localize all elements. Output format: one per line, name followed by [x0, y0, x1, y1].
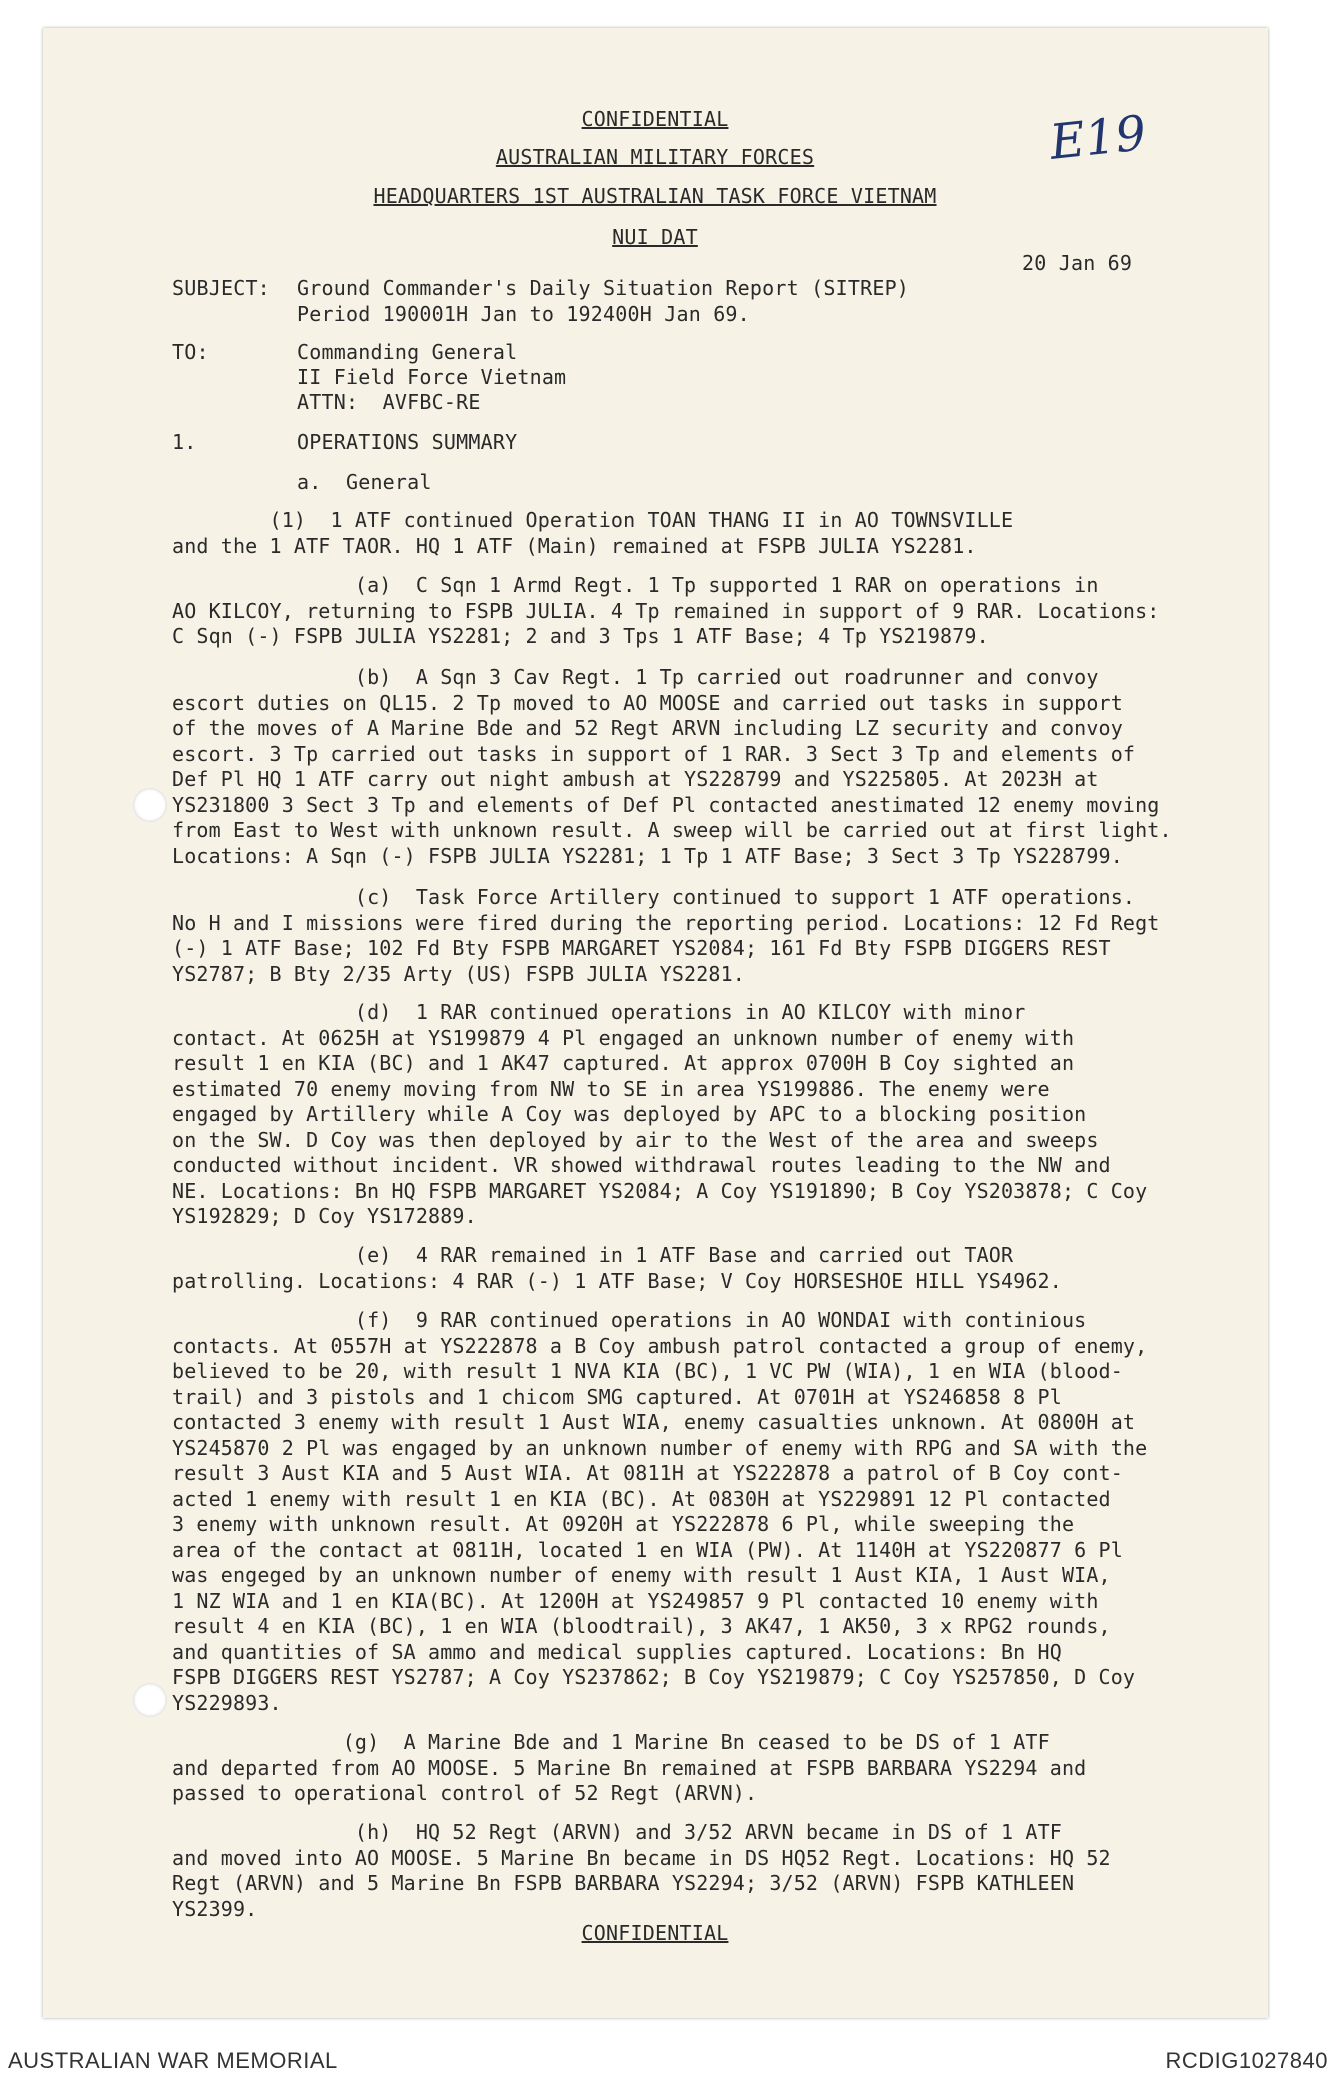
- subject-line-2: Period 190001H Jan to 192400H Jan 69.: [297, 302, 750, 326]
- section-number: 1.: [172, 430, 197, 454]
- paragraph-h: [172, 1820, 1202, 1922]
- paragraph-1-text: (1) 1 ATF continued Operation TOAN THANG II in AO TOWNSVILLE and the 1 ATF TAOR. HQ 1 ATF (Main) remained at FSPB JULIA YS2281.: [172, 508, 1014, 558]
- subject-label: SUBJECT:: [172, 276, 270, 300]
- punch-hole: [133, 788, 167, 822]
- paragraph-1: [172, 508, 1202, 559]
- archive-credit: AUSTRALIAN WAR MEMORIAL: [8, 2048, 338, 2073]
- file-reference: E19: [1047, 105, 1149, 171]
- to-line-2: II Field Force Vietnam: [297, 365, 567, 389]
- punch-hole: [133, 1683, 167, 1717]
- paragraph-a: [172, 573, 1202, 650]
- section-title: OPERATIONS SUMMARY: [297, 430, 518, 454]
- subject-line-1: Ground Commander's Daily Situation Report (SITREP): [297, 276, 910, 300]
- paragraph-c-text: (c) Task Force Artillery continued to support 1 ATF operations. No H and I missions were fired during the reporting period. Locations: 12 Fd Regt (-) 1 ATF Base; 102 Fd Bty FSPB MARGARET YS2084; 161 Fd Bty FSPB DIGGERS REST YS2787; B Bty 2/35 Arty (US) FSPB JULIA YS2281.: [172, 885, 1160, 986]
- to-line-3: ATTN: AVFBC-RE: [297, 390, 481, 414]
- paragraph-h-text: (h) HQ 52 Regt (ARVN) and 3/52 ARVN became in DS of 1 ATF and moved into AO MOOSE. 5 Marine Bn became in DS HQ52 Regt. Locations: HQ 52 Regt (ARVN) and 5 Marine Bn FSPB BARBARA YS2294; 3/52 (ARVN) FSPB KATHLEEN YS2399.: [172, 1820, 1111, 1921]
- org-title: AUSTRALIAN MILITARY FORCES: [495, 145, 815, 169]
- paragraph-f: [172, 1308, 1202, 1716]
- paragraph-g: [172, 1730, 1202, 1807]
- to-label: TO:: [172, 340, 209, 364]
- paragraph-e-text: (e) 4 RAR remained in 1 ATF Base and carried out TAOR patrolling. Locations: 4 RAR (-) 1 ATF Base; V Coy HORSESHOE HILL YS4962.: [172, 1243, 1062, 1293]
- archive-id: RCDIG1027840: [1165, 2048, 1328, 2073]
- hq-title: HEADQUARTERS 1ST AUSTRALIAN TASK FORCE VIETNAM: [373, 184, 937, 208]
- paragraph-e: [172, 1243, 1202, 1294]
- paragraph-g-text: (g) A Marine Bde and 1 Marine Bn ceased to be DS of 1 ATF and departed from AO MOOSE. 5 Marine Bn remained at FSPB BARBARA YS2294 and passed to operational control of 52 Regt (ARVN).: [172, 1730, 1087, 1805]
- location-title: NUI DAT: [612, 225, 698, 249]
- classification-bottom: CONFIDENTIAL: [581, 1921, 729, 1945]
- classification-top: CONFIDENTIAL: [581, 107, 729, 131]
- to-line-1: Commanding General: [297, 340, 518, 364]
- document-date: 20 Jan 69: [1022, 251, 1133, 275]
- paragraph-b-text: (b) A Sqn 3 Cav Regt. 1 Tp carried out roadrunner and convoy escort duties on QL15. 2 Tp moved to AO MOOSE and carried out tasks in support of the moves of A Marine Bde and 52 Regt ARVN including LZ security and convoy escort. 3 Tp carried out tasks in support of 1 RAR. 3 Sect 3 Tp and elements of Def Pl HQ 1 ATF carry out night ambush at YS228799 and YS225805. At 2023H at YS231800 3 Sect 3 Tp and elements of Def Pl contacted anestimated 12 enemy moving from East to West with unknown result. A sweep will be carried out at first light. Locations: A Sqn (-) FSPB JULIA YS2281; 1 Tp 1 ATF Base; 3 Sect 3 Tp YS228799.: [172, 665, 1172, 868]
- paragraph-d: [172, 1000, 1202, 1230]
- paragraph-f-text: (f) 9 RAR continued operations in AO WONDAI with continious contacts. At 0557H at YS222878 a B Coy ambush patrol contacted a group of enemy, believed to be 20, with result 1 NVA KIA (BC), 1 VC PW (WIA), 1 en WIA (blood- trail) and 3 pistols and 1 chicom SMG captured. At 0701H at YS246858 8 Pl contacted 3 enemy with result 1 Aust WIA, enemy casualties unknown. At 0800H at YS245870 2 Pl was engaged by an unknown number of enemy with RPG and SA with the result 3 Aust KIA and 5 Aust WIA. At 0811H at YS222878 a patrol of B Coy cont- acted 1 enemy with result 1 en KIA (BC). At 0830H at YS229891 12 Pl contacted 3 enemy with unknown result. At 0920H at YS222878 6 Pl, while sweeping the area of the contact at 0811H, located 1 en WIA (PW). At 1140H at YS220877 6 Pl was engeged by an unknown number of enemy with result 1 Aust KIA, 1 Aust WIA, 1 NZ WIA and 1 en KIA(BC). At 1200H at YS249857 9 Pl contacted 10 enemy with result 4 en KIA (BC), 1 en WIA (bloodtrail), 3 AK47, 1 AK50, 3 x RPG2 rounds, and quantities of SA ammo and medical supplies captured. Locations: Bn HQ FSPB DIGGERS REST YS2787; A Coy YS237862; B Coy YS219879; C Coy YS257850, D Coy YS229893.: [172, 1308, 1148, 1715]
- paragraph-d-text: (d) 1 RAR continued operations in AO KILCOY with minor contact. At 0625H at YS199879 4 Pl engaged an unknown number of enemy with result 1 en KIA (BC) and 1 AK47 captured. At approx 0700H B Coy sighted an estimated 70 enemy moving from NW to SE in area YS199886. The enemy were engaged by Artillery while A Coy was deployed by APC to a blocking position on the SW. D Coy was then deployed by air to the West of the area and sweeps conducted without incident. VR showed withdrawal routes leading to the NW and NE. Locations: Bn HQ FSPB MARGARET YS2084; A Coy YS191890; B Coy YS203878; C Coy YS192829; D Coy YS172889.: [172, 1000, 1148, 1228]
- paragraph-c: [172, 885, 1202, 987]
- paragraph-a-text: (a) C Sqn 1 Armd Regt. 1 Tp supported 1 RAR on operations in AO KILCOY, returning to FSPB JULIA. 4 Tp remained in support of 9 RAR. Locations: C Sqn (-) FSPB JULIA YS2281; 2 and 3 Tps 1 ATF Base; 4 Tp YS219879.: [172, 573, 1160, 648]
- subsection-general: a. General: [297, 470, 432, 494]
- paragraph-b: [172, 665, 1202, 869]
